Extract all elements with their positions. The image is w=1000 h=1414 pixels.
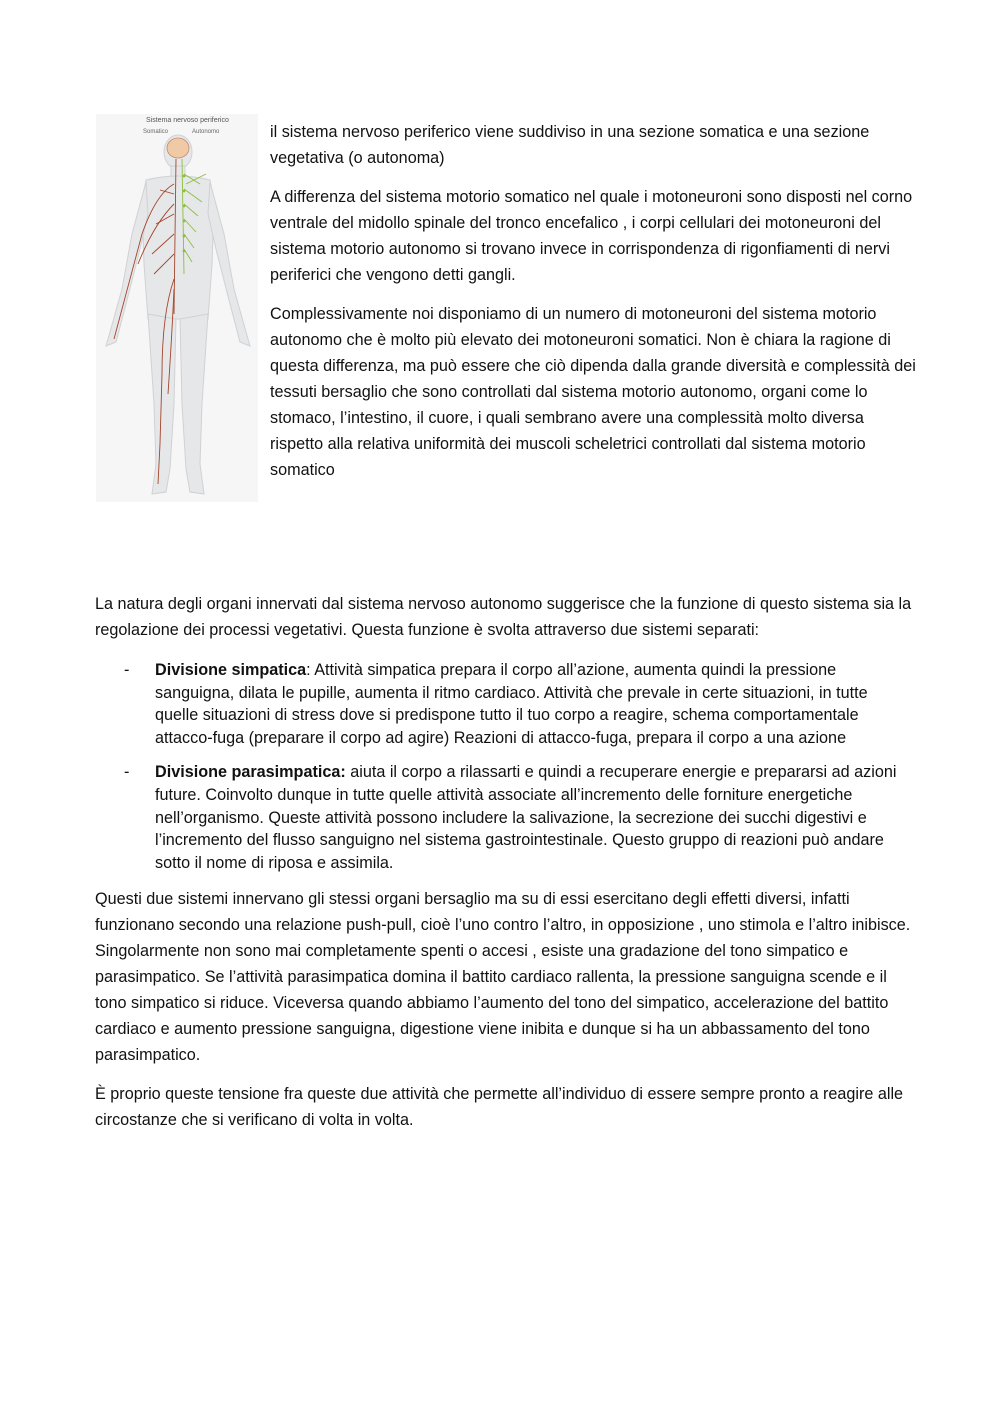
main-paragraph-2: Questi due sistemi innervano gli stessi organi bersaglio ma su di essi esercitano degli effetti diversi, infatti funzionano secondo una relazione push-pull, cioè l’uno contro l’altro, in opposizione , uno stimola e l’altro inibisce. Singolarmente non sono mai completamente spenti o accesi , esiste una gradazione del tono simpatico e parasimpatico. Se l’attività parasimpatica domina il battito cardiaco rallenta, la pressione sanguigna scende e il tono simpatico si riduce. Viceversa quando abbiamo l’aumento del tono del simpatico, accelerazione del battito cardiaco e aumento pressione sanguigna, digestione viene inibita e dunque si ha un abbassamento del tono parasimpatico. [95, 890, 911, 1065]
figure-title: Sistema nervoso periferico [146, 117, 229, 124]
figure-label-somatic: Somatico [143, 129, 169, 135]
intro-paragraph-1: il sistema nervoso periferico viene suddiviso in una sezione somatica e una sezione vegetativa (o autonoma) [270, 123, 870, 167]
intro-paragraph-2: A differenza del sistema motorio somatico nel quale i motoneuroni sono disposti nel corno ventrale del midollo spinale del tronco encefalico , i corpi cellulari dei motoneuroni del sistema motorio autonomo si trovano invece in corrispondenza di rigonfiamenti di nervi periferici che vengono detti gangli. [270, 188, 913, 284]
figure-label-autonomic: Autonomo [192, 129, 220, 135]
list-item-parasympathetic [95, 761, 915, 874]
intro-paragraph-3: Complessivamente noi disponiamo di un numero di motoneuroni del sistema motorio autonomo che è molto più elevato dei motoneuroni somatici. Non è chiara la ragione di questa differenza, ma può essere che ciò dipenda dalla grande diversità e complessità dei tessuti bersaglio che sono controllati dal sistema motorio autonomo, organi come lo stomaco, l’intestino, il cuore, i quali sembrano avere una complessità molto diversa rispetto alla relativa uniformità dei muscoli scheletrici controllati dal sistema motorio somatico [270, 305, 916, 479]
term-sympathetic: Divisione simpatica [155, 661, 307, 679]
main-text [95, 591, 915, 1146]
nervous-system-figure [96, 114, 258, 502]
main-paragraph-1: La natura degli organi innervati dal sistema nervoso autonomo suggerisce che la funzione di questo sistema sia la regolazione dei processi vegetativi. Questa funzione è svolta attraverso due sistemi separati: [95, 595, 912, 639]
list-dash: - [124, 763, 130, 782]
intro-text [270, 119, 920, 496]
list-item-sympathetic [95, 659, 915, 749]
term-parasympathetic: Divisione parasimpatica: [155, 763, 346, 782]
body-illustration [96, 114, 258, 502]
main-paragraph-3: È proprio queste tensione fra queste due attività che permette all’individuo di essere sempre pronto a reagire alle circostanze che si verificano di volta in volta. [95, 1085, 904, 1130]
description-parasympathetic: aiuta il corpo a rilassarti e quindi a recuperare energie e prepararsi ad azioni future. Coinvolto dunque in tutte quelle attività associate all’incremento delle forniture energetiche nell’organismo. Queste attività possono includere la salivazione, la secrezione dei succhi digestivi e l’incremento del flusso sanguigno nel sistema gastrointestinale. Questo gruppo di reazioni può andare sotto il nome di riposa e assimila. [155, 763, 897, 872]
description-sympathetic: : Attività simpatica prepara il corpo all’azione, aumenta quindi la pressione sanguigna, dilata le pupille, aumenta il ritmo cardiaco. Attività che prevale in certe situazioni, in tutte quelle situazioni di stress dove si predispone tutto il tuo corpo a reagire, schema comportamentale attacco-fuga (preparare il corpo ad agire) Reazioni di attacco-fuga, prepara il corpo a una azione [155, 661, 868, 747]
list-dash: - [124, 661, 130, 679]
division-list [95, 659, 915, 874]
